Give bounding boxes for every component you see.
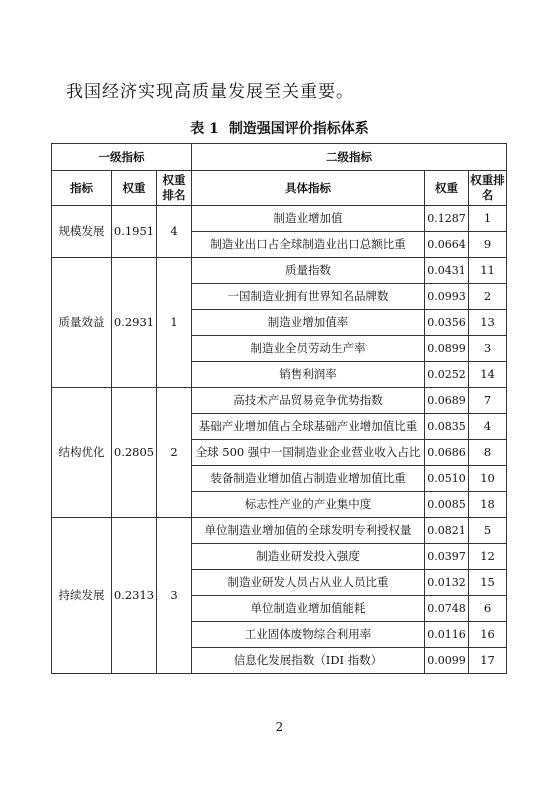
col-header-weight-rank: 权重排名 xyxy=(157,171,192,206)
item-rank: 4 xyxy=(469,414,507,440)
item-weight: 0.0748 xyxy=(425,596,469,622)
item-name: 销售利润率 xyxy=(192,362,425,388)
item-rank: 5 xyxy=(469,518,507,544)
table-row xyxy=(52,258,507,284)
group-rank: 3 xyxy=(157,518,192,674)
col-header-weight2: 权重 xyxy=(425,171,469,206)
item-weight: 0.0085 xyxy=(425,492,469,518)
table-row xyxy=(52,388,507,414)
item-rank: 2 xyxy=(469,284,507,310)
item-weight: 0.0397 xyxy=(425,544,469,570)
group-indicator: 持续发展 xyxy=(52,518,112,674)
item-weight: 0.0431 xyxy=(425,258,469,284)
item-name: 工业固体废物综合利用率 xyxy=(192,622,425,648)
item-name: 全球 500 强中一国制造业企业营业收入占比 xyxy=(192,440,425,466)
page-number: 2 xyxy=(275,720,284,734)
item-name: 制造业全员劳动生产率 xyxy=(192,336,425,362)
item-name: 一国制造业拥有世界知名品牌数 xyxy=(192,284,425,310)
level1-group-header: 一级指标 xyxy=(52,144,192,171)
group-rank: 4 xyxy=(157,206,192,258)
item-rank: 13 xyxy=(469,310,507,336)
item-weight: 0.0510 xyxy=(425,466,469,492)
item-name: 单位制造业增加值的全球发明专利授权量 xyxy=(192,518,425,544)
item-rank: 6 xyxy=(469,596,507,622)
item-rank: 7 xyxy=(469,388,507,414)
group-weight: 0.2931 xyxy=(112,258,157,388)
item-weight: 0.0835 xyxy=(425,414,469,440)
item-rank: 16 xyxy=(469,622,507,648)
item-weight: 0.0899 xyxy=(425,336,469,362)
item-weight: 0.0689 xyxy=(425,388,469,414)
group-weight: 0.2313 xyxy=(112,518,157,674)
item-rank: 17 xyxy=(469,648,507,674)
intro-paragraph: 我国经济实现高质量发展至关重要。 xyxy=(66,82,354,102)
item-name: 制造业出口占全球制造业出口总额比重 xyxy=(192,232,425,258)
group-indicator: 结构优化 xyxy=(52,388,112,518)
group-weight: 0.1951 xyxy=(112,206,157,258)
group-indicator: 质量效益 xyxy=(52,258,112,388)
item-rank: 14 xyxy=(469,362,507,388)
col-header-specific-indicator: 具体指标 xyxy=(192,171,425,206)
item-name: 装备制造业增加值占制造业增加值比重 xyxy=(192,466,425,492)
group-rank: 2 xyxy=(157,388,192,518)
item-rank: 11 xyxy=(469,258,507,284)
item-weight: 0.0252 xyxy=(425,362,469,388)
item-name: 基础产业增加值占全球基础产业增加值比重 xyxy=(192,414,425,440)
item-weight: 0.0132 xyxy=(425,570,469,596)
item-weight: 0.0116 xyxy=(425,622,469,648)
item-name: 制造业研发人员占从业人员比重 xyxy=(192,570,425,596)
table-caption xyxy=(0,119,559,139)
item-name: 质量指数 xyxy=(192,258,425,284)
group-rank: 1 xyxy=(157,258,192,388)
col-header-indicator: 指标 xyxy=(52,171,112,206)
item-weight: 0.1287 xyxy=(425,206,469,232)
item-weight: 0.0821 xyxy=(425,518,469,544)
item-weight: 0.0993 xyxy=(425,284,469,310)
indicator-table xyxy=(51,143,507,674)
item-name: 制造业增加值率 xyxy=(192,310,425,336)
table-row xyxy=(52,206,507,232)
item-name: 单位制造业增加值能耗 xyxy=(192,596,425,622)
item-rank: 12 xyxy=(469,544,507,570)
item-rank: 18 xyxy=(469,492,507,518)
level2-group-header: 二级指标 xyxy=(192,144,507,171)
item-name: 信息化发展指数（IDI 指数） xyxy=(192,648,425,674)
table-row xyxy=(52,518,507,544)
item-weight: 0.0356 xyxy=(425,310,469,336)
item-name: 高技术产品贸易竞争优势指数 xyxy=(192,388,425,414)
item-rank: 10 xyxy=(469,466,507,492)
item-weight: 0.0099 xyxy=(425,648,469,674)
item-rank: 3 xyxy=(469,336,507,362)
table-title: 制造强国评价指标体系 xyxy=(228,121,369,137)
item-name: 制造业研发投入强度 xyxy=(192,544,425,570)
item-weight: 0.0686 xyxy=(425,440,469,466)
table-number: 表 1 xyxy=(190,121,219,137)
col-header-weight: 权重 xyxy=(112,171,157,206)
group-indicator: 规模发展 xyxy=(52,206,112,258)
item-rank: 8 xyxy=(469,440,507,466)
group-weight: 0.2805 xyxy=(112,388,157,518)
item-weight: 0.0664 xyxy=(425,232,469,258)
item-name: 制造业增加值 xyxy=(192,206,425,232)
item-rank: 9 xyxy=(469,232,507,258)
item-rank: 1 xyxy=(469,206,507,232)
item-name: 标志性产业的产业集中度 xyxy=(192,492,425,518)
item-rank: 15 xyxy=(469,570,507,596)
col-header-weight-rank2: 权重排名 xyxy=(469,171,507,206)
